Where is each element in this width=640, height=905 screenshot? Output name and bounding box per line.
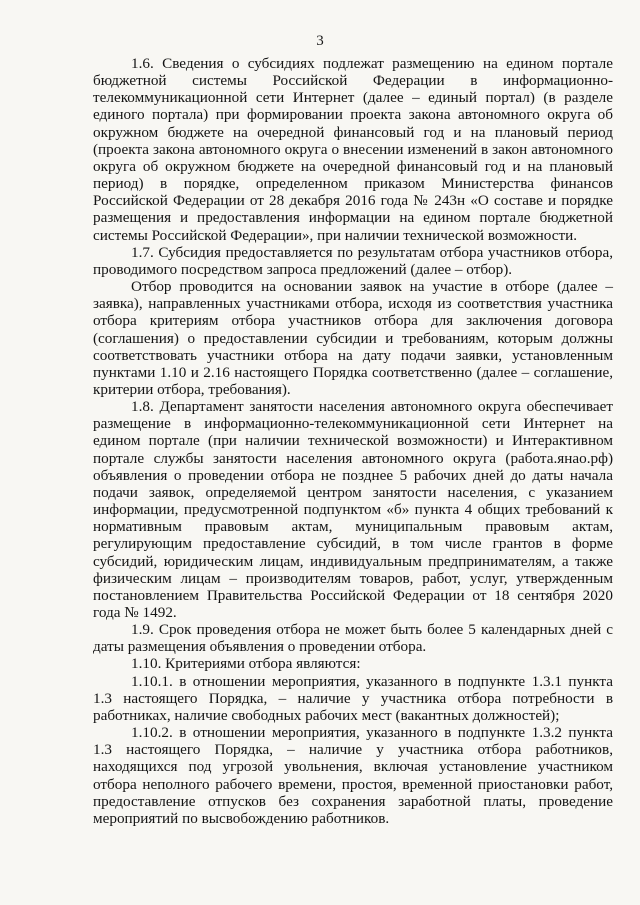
document-body: [93, 55, 613, 827]
paragraph-selection-basis: Отбор проводится на основании заявок на участие в отборе (далее – заявка), направленных участниками отбора, исходя из соответствия участника отбора критериям отбора участников отбора для заключения договора (соглашения) о предоставлении субсидии и требованиям, которым должны соответствовать участники отбора на дату подачи заявки, установленным пунктами 1.10 и 2.16 настоящего Порядка соответственно (далее – соглашение, критерии отбора, требования).: [93, 278, 613, 398]
paragraph-1-10-1: 1.10.1. в отношении мероприятия, указанного в подпункте 1.3.1 пункта 1.3 настоящего Порядка, – наличие у участника отбора потребности в работниках, наличие свободных рабочих мест (вакантных должностей);: [93, 672, 613, 724]
page-number: 3: [316, 33, 324, 49]
paragraph-1-9: 1.9. Срок проведения отбора не может быть более 5 календарных дней с даты размещения объявления о проведении отбора.: [93, 621, 613, 656]
paragraph-1-7: 1.7. Субсидия предоставляется по результатам отбора участников отбора, проводимого посредством запроса предложений (далее – отбор).: [93, 243, 613, 278]
paragraph-1-6: 1.6. Сведения о субсидиях подлежат размещению на едином портале бюджетной системы Российской Федерации в информационно-телекоммуникационной сети Интернет (далее – единый портал) (в разделе единого портала) при формировании проекта закона автономного округа об окружном бюджете на очередной финансовый год и на плановый период (проекта закона автономного округа о внесении изменений в закон автономного округа об окружном бюджете на очередной финансовый год и на плановый период) в порядке, определенном приказом Министерства финансов Российской Федерации от 28 декабря 2016 года № 243н «О составе и порядке размещения и предоставления информации на едином портале бюджетной системы Российской Федерации», при наличии технической возможности.: [93, 55, 613, 244]
paragraph-1-10-2: 1.10.2. в отношении мероприятия, указанного в подпункте 1.3.2 пункта 1.3 настоящего Порядка, – наличие у участника отбора работников, находящихся под угрозой увольнения, включая установление участником отбора неполного рабочего времени, простоя, временной приостановки работ, предоставление отпусков без сохранения заработной платы, проведение мероприятий по высвобождению работников.: [93, 724, 613, 827]
paragraph-1-10: 1.10. Критериями отбора являются:: [131, 655, 361, 673]
paragraph-1-8: 1.8. Департамент занятости населения автономного округа обеспечивает размещение в информационно-телекоммуникационной сети Интернет на едином портале (при наличии технической возможности) и Интерактивном портале службы занятости населения автономного округа (работа.янао.рф) объявления о проведении отбора не позднее 5 рабочих дней до даты начала подачи заявок, определяемой центром занятости населения, с указанием информации, предусмотренной подпунктом «б» пункта 4 общих требований к нормативным правовым актам, муниципальным правовым актам, регулирующим предоставление субсидий, в том числе грантов в форме субсидий, юридическим лицам, индивидуальным предпринимателям, а также физическим лицам – производителям товаров, работ, услуг, утвержденным постановлением Правительства Российской Федерации от 18 сентября 2020 года № 1492.: [93, 398, 613, 621]
